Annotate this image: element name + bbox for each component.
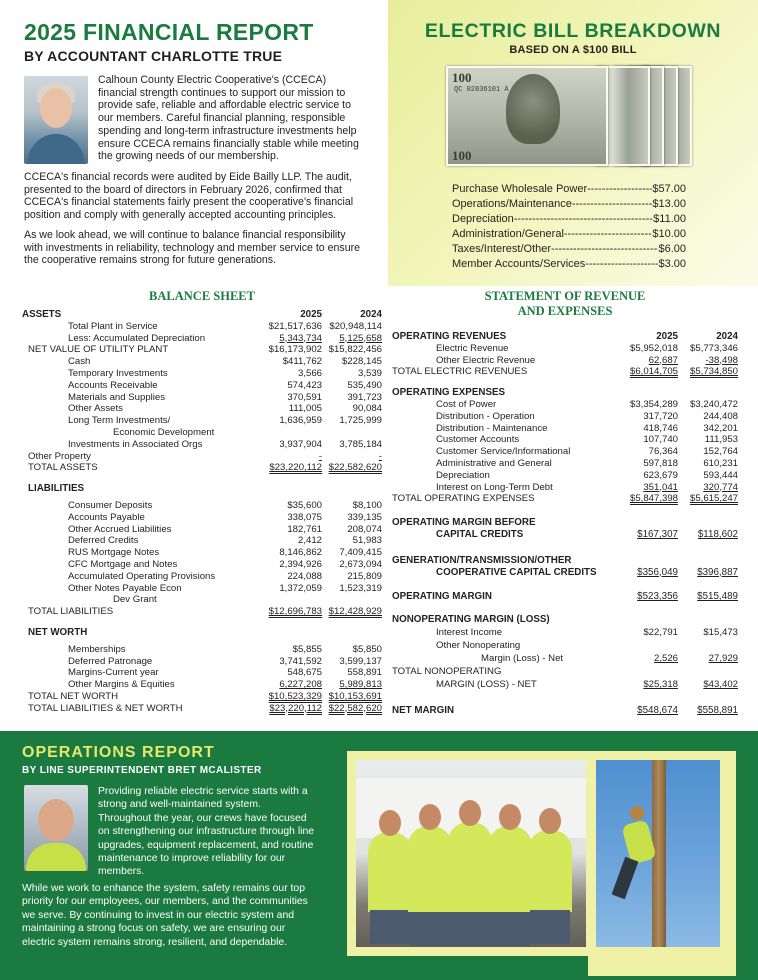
interest-income-label: Interest Income xyxy=(436,626,503,638)
net-margin-label: NET MARGIN xyxy=(392,704,455,716)
table-row xyxy=(22,500,382,512)
leader-dots xyxy=(585,257,658,272)
operating-expenses-heading xyxy=(392,387,738,399)
net-worth-heading xyxy=(22,627,382,639)
row-label: TOTAL ELECTRIC REVENUES xyxy=(392,366,528,378)
outlook-paragraph: As we look ahead, we will continue to balance financial responsibility with investments in reliability, technology and member service to ensure the cooperative remains strong for future generations. xyxy=(24,228,361,267)
breakdown-item-value: $11.00 xyxy=(653,213,686,225)
value-2024: $10,153,691 xyxy=(328,690,382,702)
row-label: Interest on Long-Term Debt xyxy=(436,481,553,493)
table-row xyxy=(22,439,382,451)
operations-byline: BY LINE SUPERINTENDENT BRET MCALISTER xyxy=(22,765,262,776)
assets-rows xyxy=(22,321,382,474)
net-worth-heading-label: NET WORTH xyxy=(28,626,88,638)
row-label: Electric Revenue xyxy=(436,342,509,354)
row-label: Depreciation xyxy=(436,469,490,481)
bill-denomination-label: 100 xyxy=(452,148,472,163)
value-2025: $10,523,329 xyxy=(268,690,322,702)
capital-credits-row xyxy=(392,529,738,541)
net-margin-row xyxy=(392,705,738,717)
cooperative-capital-credits-row xyxy=(392,567,738,579)
value-2024: $8,100 xyxy=(352,499,382,511)
value-2025: 1,372,059 xyxy=(279,582,322,594)
table-row xyxy=(22,535,382,547)
table-row xyxy=(22,427,382,439)
value-2024: 7,409,415 xyxy=(339,547,382,559)
value-2025: $16,173,902 xyxy=(268,344,322,356)
value-2025: 3,741,592 xyxy=(279,655,322,667)
value-2025: 2,412 xyxy=(297,535,322,547)
value-2024: 3,599,137 xyxy=(339,655,382,667)
value-2025: 182,761 xyxy=(287,523,322,535)
operations-title: OPERATIONS REPORT xyxy=(22,744,215,761)
assets-heading: ASSETS xyxy=(22,309,62,320)
row-label: Cost of Power xyxy=(436,398,497,410)
row-label: NET VALUE OF UTILITY PLANT xyxy=(28,344,169,356)
operating-margin-label: OPERATING MARGIN xyxy=(392,591,492,603)
value-2025: 3,566 xyxy=(297,367,322,379)
leader-dots xyxy=(564,227,652,242)
value-2024: $5,850 xyxy=(352,643,382,655)
other-nonoperating-label: Other Nonoperating xyxy=(436,639,521,651)
accountant-photo xyxy=(24,76,88,164)
cooperative-capital-credits-label: COOPERATIVE CAPITAL CREDITS xyxy=(436,566,597,578)
breakdown-item xyxy=(452,257,686,272)
row-label: Less: Accumulated Depreciation xyxy=(68,332,206,344)
financial-report-intro xyxy=(0,0,388,286)
total-nonoperating-row xyxy=(392,665,738,678)
row-label: Distribution - Operation xyxy=(436,410,535,422)
value-2024: 1,725,999 xyxy=(339,415,382,427)
interest-income-2024: $15,473 xyxy=(703,626,738,638)
value-2025: 224,088 xyxy=(287,570,322,582)
margin-loss-net-label: Margin (Loss) - Net xyxy=(481,652,564,664)
table-row xyxy=(22,380,382,392)
row-label: Margins-Current year xyxy=(68,667,159,679)
row-label: Other Property xyxy=(28,450,91,462)
table-row xyxy=(392,366,738,378)
liabilities-heading-label: LIABILITIES xyxy=(28,483,85,495)
value-2024: $5,615,247 xyxy=(689,493,738,505)
table-row xyxy=(392,482,738,494)
value-2024: 215,809 xyxy=(347,570,382,582)
value-2025: 107,740 xyxy=(643,434,678,446)
bill-serial-number: QC 02836101 A xyxy=(454,86,509,94)
breakdown-item-label: Administration/General xyxy=(452,228,564,240)
row-label: RUS Mortgage Notes xyxy=(68,547,160,559)
value-2024: 391,723 xyxy=(347,391,382,403)
row-label: Total Plant in Service xyxy=(68,320,158,332)
table-row xyxy=(22,344,382,356)
value-2024: $22,582,620 xyxy=(328,702,382,714)
total-nonoperating-net-2024: $43,402 xyxy=(703,678,738,690)
intro-paragraph: Calhoun County Electric Cooperative's (CCECA) financial strength continues to support our mission to provide safe, reliable and affordable electric service to our members. Careful financial planning, responsible spending and long-term infrastructure investments help ensure CCECA remains financially stable while meeting the growing needs of our membership. xyxy=(98,74,359,163)
value-2025: $5,847,398 xyxy=(629,493,678,505)
row-label: Customer Service/Informational xyxy=(436,446,571,458)
value-2024: 593,444 xyxy=(703,469,738,481)
row-label: Accumulated Operating Provisions xyxy=(68,570,216,582)
row-label: Long Term Investments/ xyxy=(68,415,171,427)
lineman-climbing-pole-image xyxy=(596,760,720,947)
breakdown-item-label: Operations/Maintenance xyxy=(452,198,572,210)
value-2024: -38,498 xyxy=(705,354,738,366)
row-label: Deferred Patronage xyxy=(68,655,153,667)
hundred-dollar-bill xyxy=(446,66,608,166)
value-2025: $35,600 xyxy=(287,499,322,511)
operating-revenue-rows xyxy=(392,343,738,378)
table-row xyxy=(22,321,382,333)
table-row xyxy=(22,583,382,595)
balance-sheet-title: BALANCE SHEET xyxy=(149,289,255,303)
value-2024: 558,891 xyxy=(347,667,382,679)
row-label: Other Notes Payable Econ xyxy=(68,582,182,594)
value-2024: 3,785,184 xyxy=(339,438,382,450)
row-label: Distribution - Maintenance xyxy=(436,422,548,434)
table-row xyxy=(392,355,738,367)
breakdown-item-label: Purchase Wholesale Power xyxy=(452,183,588,195)
row-label: Investments in Associated Orgs xyxy=(68,438,203,450)
operating-margin-before-row xyxy=(392,517,738,529)
interest-income-row xyxy=(392,626,738,639)
value-2024: 51,983 xyxy=(352,535,382,547)
capital-credits-2025: $167,307 xyxy=(637,528,678,540)
breakdown-item xyxy=(452,182,686,197)
table-row xyxy=(392,423,738,435)
operating-margin-2024: $515,489 xyxy=(697,591,738,603)
operating-expenses-heading-label: OPERATING EXPENSES xyxy=(392,387,506,399)
year-2025-label: 2025 xyxy=(656,331,678,342)
table-row xyxy=(22,333,382,345)
value-2025: 111,005 xyxy=(288,403,322,415)
breakdown-item xyxy=(452,212,686,227)
value-2025: $411,762 xyxy=(282,356,322,368)
row-label: Consumer Deposits xyxy=(68,499,153,511)
row-label: Memberships xyxy=(68,643,126,655)
table-row xyxy=(22,644,382,656)
balance-header-row xyxy=(22,309,382,321)
table-row xyxy=(22,356,382,368)
capital-credits-2024: $118,602 xyxy=(697,528,738,540)
table-row xyxy=(22,679,382,691)
value-2024: $5,773,346 xyxy=(689,342,738,354)
table-row xyxy=(22,547,382,559)
value-2025: 574,423 xyxy=(287,379,322,391)
breakdown-item-label: Taxes/Interest/Other xyxy=(452,243,552,255)
row-label: TOTAL LIABILITIES xyxy=(28,606,114,618)
breakdown-item-value: $3.00 xyxy=(658,258,686,270)
value-2025: 351,041 xyxy=(643,481,678,493)
table-row xyxy=(22,571,382,583)
value-2024: $3,240,472 xyxy=(689,398,738,410)
operating-margin-before-label: OPERATING MARGIN BEFORE xyxy=(392,517,536,529)
table-row xyxy=(22,403,382,415)
value-2024: $20,948,114 xyxy=(329,320,382,332)
breakdown-item xyxy=(452,242,686,257)
breakdown-item-value: $13.00 xyxy=(652,198,686,210)
table-row xyxy=(22,606,382,618)
total-nonoperating-net-label: MARGIN (LOSS) - NET xyxy=(436,678,537,690)
value-2025: 317,720 xyxy=(643,410,678,422)
operating-revenues-heading: OPERATING REVENUES xyxy=(392,331,507,342)
table-row xyxy=(22,691,382,703)
margin-loss-net-2024: 27,929 xyxy=(708,652,738,664)
net-worth-rows xyxy=(22,644,382,715)
total-nonoperating-net-2025: $25,318 xyxy=(643,678,678,690)
value-2025: 418,746 xyxy=(643,422,678,434)
table-row xyxy=(392,434,738,446)
value-2024: $5,734,850 xyxy=(689,366,738,378)
table-row xyxy=(22,667,382,679)
value-2025: $23,220,112 xyxy=(269,702,322,714)
value-2025: $5,952,018 xyxy=(629,342,678,354)
capital-credits-label: CAPITAL CREDITS xyxy=(436,528,524,540)
row-label: Economic Development xyxy=(113,426,215,438)
value-2024: 244,408 xyxy=(703,410,738,422)
generation-transmission-label: GENERATION/TRANSMISSION/OTHER xyxy=(392,554,572,566)
report-title: 2025 FINANCIAL REPORT xyxy=(24,19,314,45)
operations-report xyxy=(0,731,758,980)
value-2025: 370,591 xyxy=(287,391,322,403)
value-2025: $6,014,705 xyxy=(629,366,678,378)
value-2025: 548,675 xyxy=(287,667,322,679)
table-row xyxy=(392,411,738,423)
margin-loss-net-row xyxy=(392,652,738,665)
superintendent-photo xyxy=(24,785,88,871)
row-label: Other Electric Revenue xyxy=(436,354,536,366)
revenue-title-line2: AND EXPENSES xyxy=(517,304,613,318)
statement-of-revenue xyxy=(392,289,738,717)
line-crew-image xyxy=(356,760,586,947)
operating-expense-rows xyxy=(392,399,738,505)
lineman-photo xyxy=(588,751,736,976)
row-label: TOTAL OPERATING EXPENSES xyxy=(392,493,535,505)
interest-income-2025: $22,791 xyxy=(643,626,678,638)
value-2024: 339,135 xyxy=(347,511,382,523)
balance-sheet xyxy=(22,289,382,715)
leader-dots xyxy=(551,242,658,257)
value-2025: 2,394,926 xyxy=(279,558,322,570)
row-label: Administrative and General xyxy=(436,457,552,469)
value-2025: 623,679 xyxy=(643,469,678,481)
year-2024-label: 2024 xyxy=(716,331,738,342)
table-row xyxy=(22,368,382,380)
value-2024: 3,539 xyxy=(357,367,382,379)
breakdown-list xyxy=(452,182,686,272)
value-2025: $12,696,783 xyxy=(268,606,322,618)
row-label: Dev Grant xyxy=(113,594,157,606)
value-2024: 5,989,813 xyxy=(339,679,382,691)
intro-row xyxy=(24,74,366,164)
table-row xyxy=(392,458,738,470)
row-label: Other Accrued Liabilities xyxy=(68,523,172,535)
table-row xyxy=(22,462,382,474)
table-row xyxy=(22,415,382,427)
revenue-header-row xyxy=(392,331,738,343)
audit-paragraph: CCECA's financial records were audited by Eide Bailly LLP. The audit, presented to the board of directors in February 2026, confirmed that CCECA's financial statements fairly present the cooperative's financial position and comply with generally accepted accounting principles. xyxy=(24,171,354,222)
value-2024: $22,582,620 xyxy=(328,462,382,474)
net-margin-2024: $558,891 xyxy=(697,704,738,716)
value-2024: $228,145 xyxy=(341,356,382,368)
table-row xyxy=(392,493,738,505)
value-2025: 6,227,208 xyxy=(279,679,322,691)
value-2024: $12,428,929 xyxy=(328,606,382,618)
value-2025: 8,146,862 xyxy=(279,547,322,559)
breakdown-item xyxy=(452,197,686,212)
table-row xyxy=(392,399,738,411)
nonoperating-margin-heading xyxy=(392,614,738,626)
leader-dots xyxy=(514,212,653,227)
table-row xyxy=(22,703,382,715)
breakdown-item-value: $57.00 xyxy=(652,183,686,195)
line-crew-photo xyxy=(347,751,595,956)
value-2024: 152,764 xyxy=(703,446,738,458)
breakdown-item-value: $6.00 xyxy=(658,243,686,255)
report-byline: BY ACCOUNTANT CHARLOTTE TRUE xyxy=(24,48,283,64)
table-row xyxy=(22,512,382,524)
generation-transmission-row xyxy=(392,555,738,567)
value-2024: 320,774 xyxy=(703,481,738,493)
value-2025: $3,354,289 xyxy=(629,398,678,410)
total-nonoperating-net-row xyxy=(392,678,738,691)
row-label: Accounts Receivable xyxy=(68,379,158,391)
breakdown-item-value: $10.00 xyxy=(652,228,686,240)
table-row xyxy=(22,524,382,536)
breakdown-item xyxy=(452,227,686,242)
leader-dots xyxy=(572,197,652,212)
row-label: Materials and Supplies xyxy=(68,391,166,403)
value-2024: 208,074 xyxy=(347,523,382,535)
row-label: Customer Accounts xyxy=(436,434,520,446)
breakdown-item-label: Member Accounts/Services xyxy=(452,258,586,270)
value-2025: 3,937,904 xyxy=(279,438,322,450)
row-label: Deferred Credits xyxy=(68,535,139,547)
value-2024: 90,084 xyxy=(352,403,382,415)
value-2024: 2,673,094 xyxy=(339,558,382,570)
value-2024: 111,953 xyxy=(704,434,738,446)
bill-subtitle: BASED ON A $100 BILL xyxy=(509,44,637,56)
value-2025: 5,343,734 xyxy=(279,332,322,344)
value-2025: $21,517,636 xyxy=(268,320,322,332)
revenue-title-line1: STATEMENT OF REVENUE xyxy=(484,289,646,303)
table-row xyxy=(392,343,738,355)
value-2025: $23,220,112 xyxy=(269,462,322,474)
operating-margin-row xyxy=(392,591,738,603)
bill-title: ELECTRIC BILL BREAKDOWN xyxy=(424,20,722,42)
hundred-dollar-bill-image xyxy=(446,66,692,166)
cooperative-capital-credits-2025: $356,049 xyxy=(637,566,678,578)
total-nonoperating-label: TOTAL NONOPERATING xyxy=(392,665,502,677)
table-row xyxy=(22,656,382,668)
row-label: Other Margins & Equities xyxy=(68,679,175,691)
operations-paragraph-2: While we work to enhance the system, safety remains our top priority for our employees, our members, and the communities we serve. By continuing to invest in our electric system and maintaining a strong focus on safety, we are ensuring our electric system remains strong, resilient, and dependable. xyxy=(22,883,308,948)
other-nonoperating-row xyxy=(392,639,738,652)
net-margin-2025: $548,674 xyxy=(637,704,678,716)
value-2025: $5,855 xyxy=(292,643,322,655)
table-row xyxy=(392,470,738,482)
row-label: Other Assets xyxy=(68,403,123,415)
year-2025-label: 2025 xyxy=(300,309,322,320)
row-label: Cash xyxy=(68,356,91,368)
electric-bill-breakdown xyxy=(388,0,758,286)
row-label: Accounts Payable xyxy=(68,511,145,523)
row-label: Temporary Investments xyxy=(68,367,168,379)
liabilities-rows xyxy=(22,500,382,618)
year-2024-label: 2024 xyxy=(360,309,382,320)
operations-paragraph-1: Providing reliable electric service starts with a strong and well-maintained system. Throughout the year, our crews have focused on strengthening our infrastructure through line upgrades, equipment replacement, and routine maintenance to improve reliability for our members. xyxy=(98,786,315,878)
leader-dots xyxy=(587,182,652,197)
value-2025: 62,687 xyxy=(648,354,678,366)
cooperative-capital-credits-2024: $396,887 xyxy=(697,566,738,578)
operating-margin-2025: $523,356 xyxy=(637,591,678,603)
table-row xyxy=(22,594,382,606)
row-label: CFC Mortgage and Notes xyxy=(68,558,178,570)
table-row xyxy=(22,392,382,404)
value-2025: 597,818 xyxy=(643,457,678,469)
row-label: TOTAL ASSETS xyxy=(28,462,98,474)
value-2025: 76,364 xyxy=(648,446,678,458)
liabilities-heading xyxy=(22,483,382,495)
nonoperating-margin-label: NONOPERATING MARGIN (LOSS) xyxy=(392,614,550,626)
value-2025: - xyxy=(318,450,322,462)
margin-loss-net-2025: 2,526 xyxy=(653,652,678,664)
row-label: TOTAL LIABILITIES & NET WORTH xyxy=(28,702,183,714)
value-2024: 610,231 xyxy=(703,457,738,469)
value-2024: 342,201 xyxy=(703,422,738,434)
value-2024: 1,523,319 xyxy=(339,582,382,594)
value-2025: 338,075 xyxy=(287,511,322,523)
value-2024: $15,822,456 xyxy=(328,344,382,356)
row-label: TOTAL NET WORTH xyxy=(28,690,119,702)
value-2024: 5,125,658 xyxy=(339,332,382,344)
table-row xyxy=(22,559,382,571)
table-row xyxy=(22,451,382,463)
breakdown-item-label: Depreciation xyxy=(452,213,514,225)
table-row xyxy=(392,446,738,458)
bill-denomination-label: 100 xyxy=(452,70,472,85)
value-2024: 535,490 xyxy=(347,379,382,391)
value-2024: - xyxy=(378,450,382,462)
value-2025: 1,636,959 xyxy=(279,415,322,427)
